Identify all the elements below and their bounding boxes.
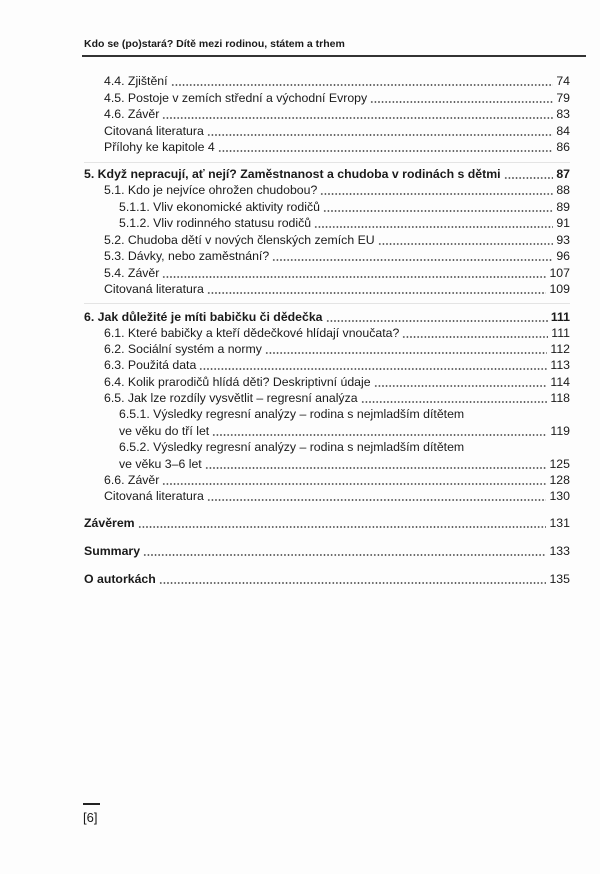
page-number-rule	[83, 803, 100, 805]
toc-page: 119	[550, 424, 570, 438]
dot-leader	[207, 292, 547, 294]
toc-entry[interactable]	[104, 326, 570, 341]
dot-leader	[138, 526, 547, 528]
dot-leader	[212, 434, 547, 436]
toc-o-autorkach[interactable]	[84, 572, 570, 587]
toc-label: 4.6. Závěr	[104, 107, 160, 121]
toc-entry[interactable]	[104, 183, 570, 198]
toc-summary[interactable]	[84, 544, 570, 559]
toc-page: 135	[549, 572, 570, 586]
toc-page: 114	[550, 375, 570, 389]
dot-leader	[207, 134, 554, 136]
dot-leader	[361, 401, 548, 403]
toc-page: 118	[550, 391, 570, 405]
toc-label: Přílohy ke kapitole 4	[104, 140, 215, 154]
toc-label: 5.1.1. Vliv ekonomické aktivity rodičů	[119, 200, 320, 214]
dot-leader	[205, 467, 547, 469]
toc-page: 113	[550, 358, 570, 372]
toc-label: 6.3. Použitá data	[104, 358, 197, 372]
toc-entry[interactable]	[119, 216, 570, 231]
dot-leader	[314, 226, 553, 228]
dot-leader	[323, 210, 553, 212]
header-rule	[82, 55, 586, 57]
dot-leader	[272, 259, 553, 261]
toc-page: 125	[549, 457, 570, 471]
toc-label: 5.4. Závěr	[104, 266, 160, 280]
toc-page: 109	[549, 282, 570, 296]
dot-leader	[171, 84, 554, 86]
dot-leader	[326, 320, 548, 322]
dot-leader	[162, 483, 546, 485]
toc-chapter-5[interactable]	[84, 167, 570, 182]
toc-label: 6.2. Sociální systém a normy	[104, 342, 262, 356]
running-header: Kdo se (po)stará? Dítě mezi rodinou, státem a trhem	[84, 38, 345, 50]
divider	[84, 162, 570, 163]
toc-page: 133	[549, 544, 570, 558]
toc-page: 79	[556, 91, 570, 105]
dot-leader	[218, 150, 554, 152]
dot-leader	[378, 243, 554, 245]
dot-leader	[320, 193, 553, 195]
toc-label: 5.2. Chudoba dětí v nových členských zemích EU	[104, 233, 375, 247]
toc-page: 83	[556, 107, 570, 121]
toc-page: 111	[551, 326, 570, 340]
toc-entry[interactable]	[104, 358, 570, 373]
toc-label: Citovaná literatura	[104, 489, 204, 503]
dot-leader	[162, 117, 553, 119]
toc-entry[interactable]	[104, 249, 570, 264]
toc-entry[interactable]	[104, 124, 570, 139]
toc-label: 5. Když nepracují, ať nejí? Zaměstnanost a chudoba v rodinách s dětmi	[84, 167, 501, 181]
toc-page: 107	[549, 266, 570, 280]
toc-label: 6.5. Jak lze rozdíly vysvětlit – regresní analýza	[104, 391, 358, 405]
toc-entry[interactable]	[104, 473, 570, 488]
toc-label: 4.4. Zjištění	[104, 74, 168, 88]
toc-label: 5.1. Kdo je nejvíce ohrožen chudobou?	[104, 183, 318, 197]
toc-page: 93	[556, 233, 570, 247]
toc-page: 91	[556, 216, 570, 230]
toc-zaverem[interactable]	[84, 516, 570, 531]
toc-label: Summary	[84, 544, 141, 558]
toc-entry[interactable]	[104, 266, 570, 281]
toc-page: 88	[556, 183, 570, 197]
dot-leader	[159, 582, 547, 584]
toc-entry[interactable]	[104, 140, 570, 155]
toc-label: 6.4. Kolik prarodičů hlídá děti? Deskriptivní údaje	[104, 375, 371, 389]
toc-page: 86	[556, 140, 570, 154]
toc-label[interactable]: 6.5.2. Výsledky regresní analýzy – rodina s nejmladším dítětem	[119, 440, 465, 454]
toc-page: 130	[549, 489, 570, 503]
dot-leader	[504, 177, 554, 179]
toc-entry[interactable]	[119, 424, 570, 439]
toc-entry[interactable]	[104, 375, 570, 390]
toc-entry[interactable]	[104, 74, 570, 89]
toc-label: Závěrem	[84, 516, 135, 530]
page-number: [6]	[83, 810, 98, 825]
toc-entry[interactable]	[104, 91, 570, 106]
toc-page: 89	[556, 200, 570, 214]
toc-label: 6. Jak důležité je míti babičku či dědečka	[84, 310, 323, 324]
toc-entry[interactable]	[104, 107, 570, 122]
toc-page: 112	[550, 342, 570, 356]
toc-page: 96	[556, 249, 570, 263]
dot-leader	[143, 554, 546, 556]
toc-page: 111	[550, 310, 570, 324]
toc-label: Citovaná literatura	[104, 282, 204, 296]
toc-page: 84	[556, 124, 570, 138]
toc-label: ve věku 3–6 let	[119, 457, 202, 471]
dot-leader	[207, 499, 547, 501]
toc-label: O autorkách	[84, 572, 156, 586]
dot-leader	[199, 368, 547, 370]
toc-page: 74	[556, 74, 570, 88]
dot-leader	[162, 276, 546, 278]
dot-leader	[265, 352, 548, 354]
toc-entry[interactable]	[119, 200, 570, 215]
toc-entry[interactable]	[104, 282, 570, 297]
toc-label: 4.5. Postoje v zemích střední a východní Evropy	[104, 91, 368, 105]
toc-page: 87	[556, 167, 570, 181]
dot-leader	[402, 336, 548, 338]
toc-label: 6.6. Závěr	[104, 473, 160, 487]
toc-entry[interactable]	[104, 489, 570, 504]
dot-leader	[370, 101, 553, 103]
toc-label[interactable]: 6.5.1. Výsledky regresní analýzy – rodina s nejmladším dítětem	[119, 407, 465, 421]
toc-entry[interactable]	[104, 233, 570, 248]
toc-label: 6.1. Které babičky a kteří dědečkové hlídají vnoučata?	[104, 326, 400, 340]
toc-label: 5.1.2. Vliv rodinného statusu rodičů	[119, 216, 312, 230]
dot-leader	[374, 385, 548, 387]
toc-page: 128	[549, 473, 570, 487]
toc-entry[interactable]	[104, 342, 570, 357]
toc-page: 131	[549, 516, 570, 530]
divider	[84, 303, 570, 304]
toc-entry[interactable]	[119, 457, 570, 472]
toc-label: Citovaná literatura	[104, 124, 204, 138]
toc-chapter-6[interactable]	[84, 310, 570, 325]
toc-label: 5.3. Dávky, nebo zaměstnání?	[104, 249, 270, 263]
toc-label: ve věku do tří let	[119, 424, 210, 438]
toc-entry[interactable]	[104, 391, 570, 406]
